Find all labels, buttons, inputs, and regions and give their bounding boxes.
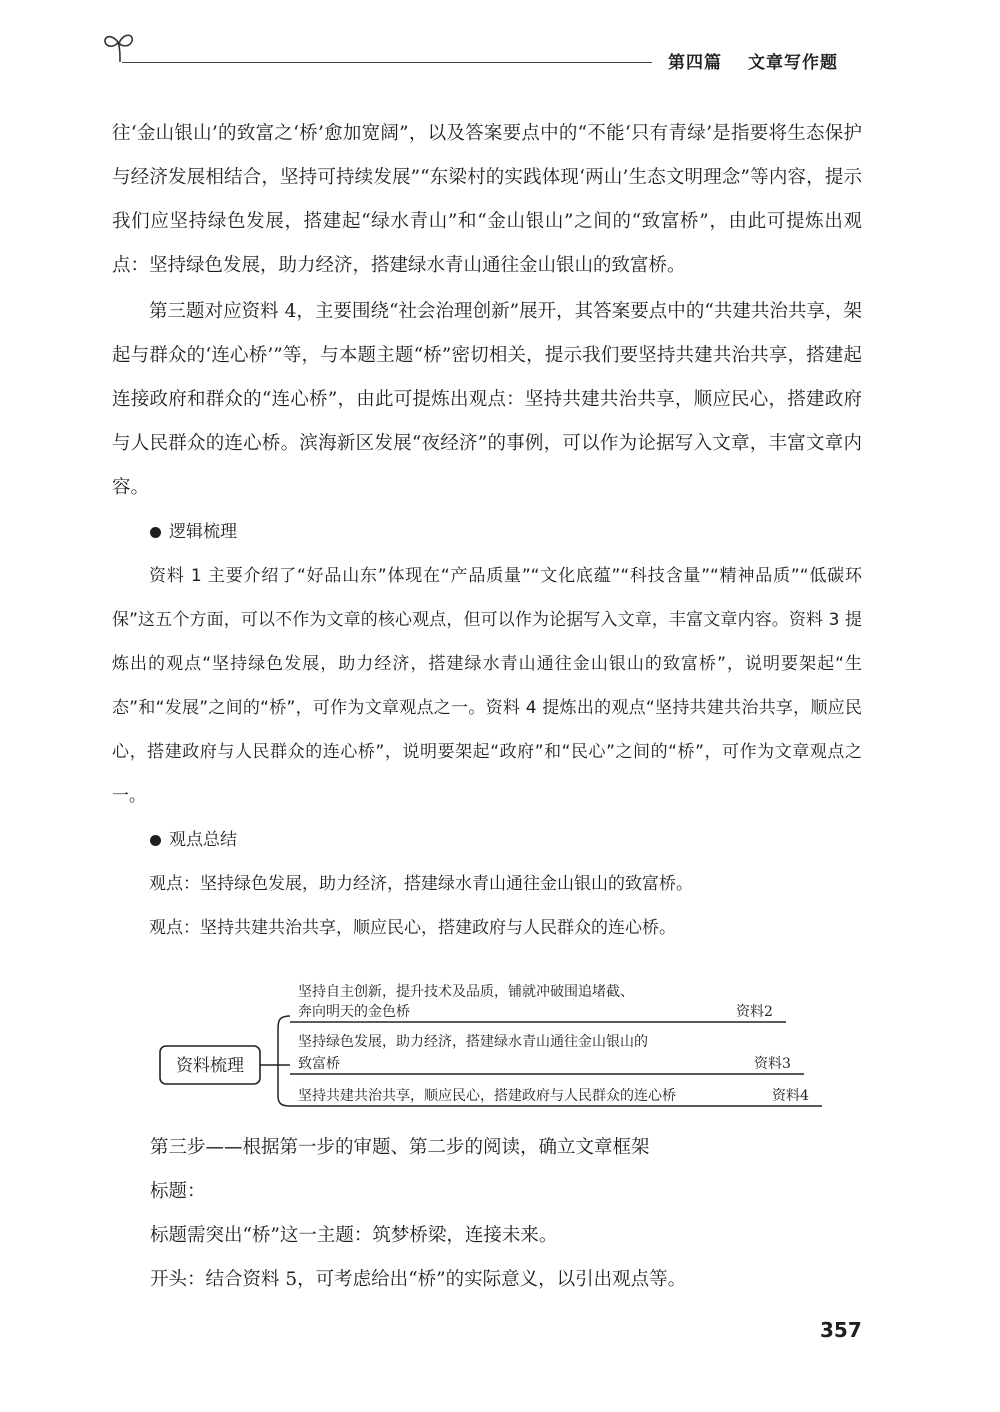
header-rule [122, 62, 652, 63]
step3-title-text: 标题需突出“桥”这一主题：筑梦桥梁，连接未来。 [150, 1225, 558, 1246]
step3-title-label: 标题： [150, 1181, 206, 1202]
logic-paragraph: 资料 1 主要介绍了“好品山东”体现在“产品质量”“文化底蕴”“科技含量”“精神品质”“低碳环保”这五个方面，可以不作为文章的核心观点，但可以作为论据写入文章，丰富文章内容。资料 3 提炼出的观点“坚持绿色发展，助力经济，搭建绿水青山通往金山银山的致富桥”，说明要架起“生态”和“发展”之间的“桥”，可作为文章观点之一。资料 4 提炼出的观点“坚持共建共治共享，顺应民心，搭建政府与人民群众的连心桥”，说明要架起“政府”和“民心”之间的“桥”，可作为文章观点之一。 [112, 566, 862, 806]
section-heading-logic: 逻辑梳理 [112, 510, 862, 554]
diagram-bracket [278, 1016, 290, 1106]
diagram-branch-2-line1: 坚持绿色发展，助力经济，搭建绿水青山通往金山银山的 [298, 1034, 648, 1050]
header-title: 文章写作题 [748, 53, 838, 73]
header-part: 第四篇 [668, 53, 722, 73]
step3-section [150, 1126, 870, 1302]
summary-point-2: 观点：坚持共建共治共享，顺应民心，搭建政府与人民群众的连心桥。 [149, 918, 676, 938]
running-header [668, 48, 838, 73]
diagram-branch-2-source: 资料3 [754, 1056, 791, 1072]
section-heading-summary: 观点总结 [112, 818, 862, 862]
summary-point-1: 观点：坚持绿色发展，助力经济，搭建绿水青山通往金山银山的致富桥。 [149, 874, 693, 894]
diagram-branch-3-line1: 坚持共建共治共享，顺应民心，搭建政府与人民群众的连心桥 [298, 1088, 676, 1104]
diagram-branch-1-source: 资料2 [736, 1004, 773, 1020]
page-number: 357 [820, 1318, 862, 1342]
bullet-dot-icon [150, 835, 161, 846]
diagram-branch-3-source: 资料4 [772, 1088, 809, 1104]
diagram-root-label: 资料梳理 [176, 1056, 244, 1076]
step3-opening-text: 开头：结合资料 5，可考虑给出“桥”的实际意义，以引出观点等。 [150, 1269, 687, 1290]
diagram-branch-1-line1: 坚持自主创新，提升技术及品质，铺就冲破围追堵截、 [298, 984, 634, 1000]
step3-heading: 第三步——根据第一步的审题、第二步的阅读，确立文章框架 [150, 1137, 650, 1158]
diagram-branch-1-line2: 奔向明天的金色桥 [298, 1004, 410, 1020]
materials-diagram [150, 970, 830, 1120]
paragraph-1: 往‘金山银山’的致富之‘桥’愈加宽阔”，以及答案要点中的“不能‘只有青绿’是指要将生态保护与经济发展相结合，坚持可持续发展”“东梁村的实践体现‘两山’生态文明理念”等内容，提示我们应坚持绿色发展，搭建起“绿水青山”和“金山银山”之间的“致富桥”，由此可提炼出观点：坚持绿色发展，助力经济，搭建绿水青山通往金山银山的致富桥。 [112, 123, 862, 276]
diagram-branch-2-line2: 致富桥 [298, 1056, 340, 1072]
paragraph-2: 第三题对应资料 4，主要围绕“社会治理创新”展开，其答案要点中的“共建共治共享，架起与群众的‘连心桥’”等，与本题主题“桥”密切相关，提示我们要坚持共建共治共享，搭建起连接政府和群众的“连心桥”，由此可提炼出观点：坚持共建共治共享，顺应民心，搭建政府与人民群众的连心桥。滨海新区发展“夜经济”的事例，可以作为论据写入文章，丰富文章内容。 [112, 301, 862, 498]
page-content [112, 112, 862, 950]
bullet-dot-icon [150, 527, 161, 538]
